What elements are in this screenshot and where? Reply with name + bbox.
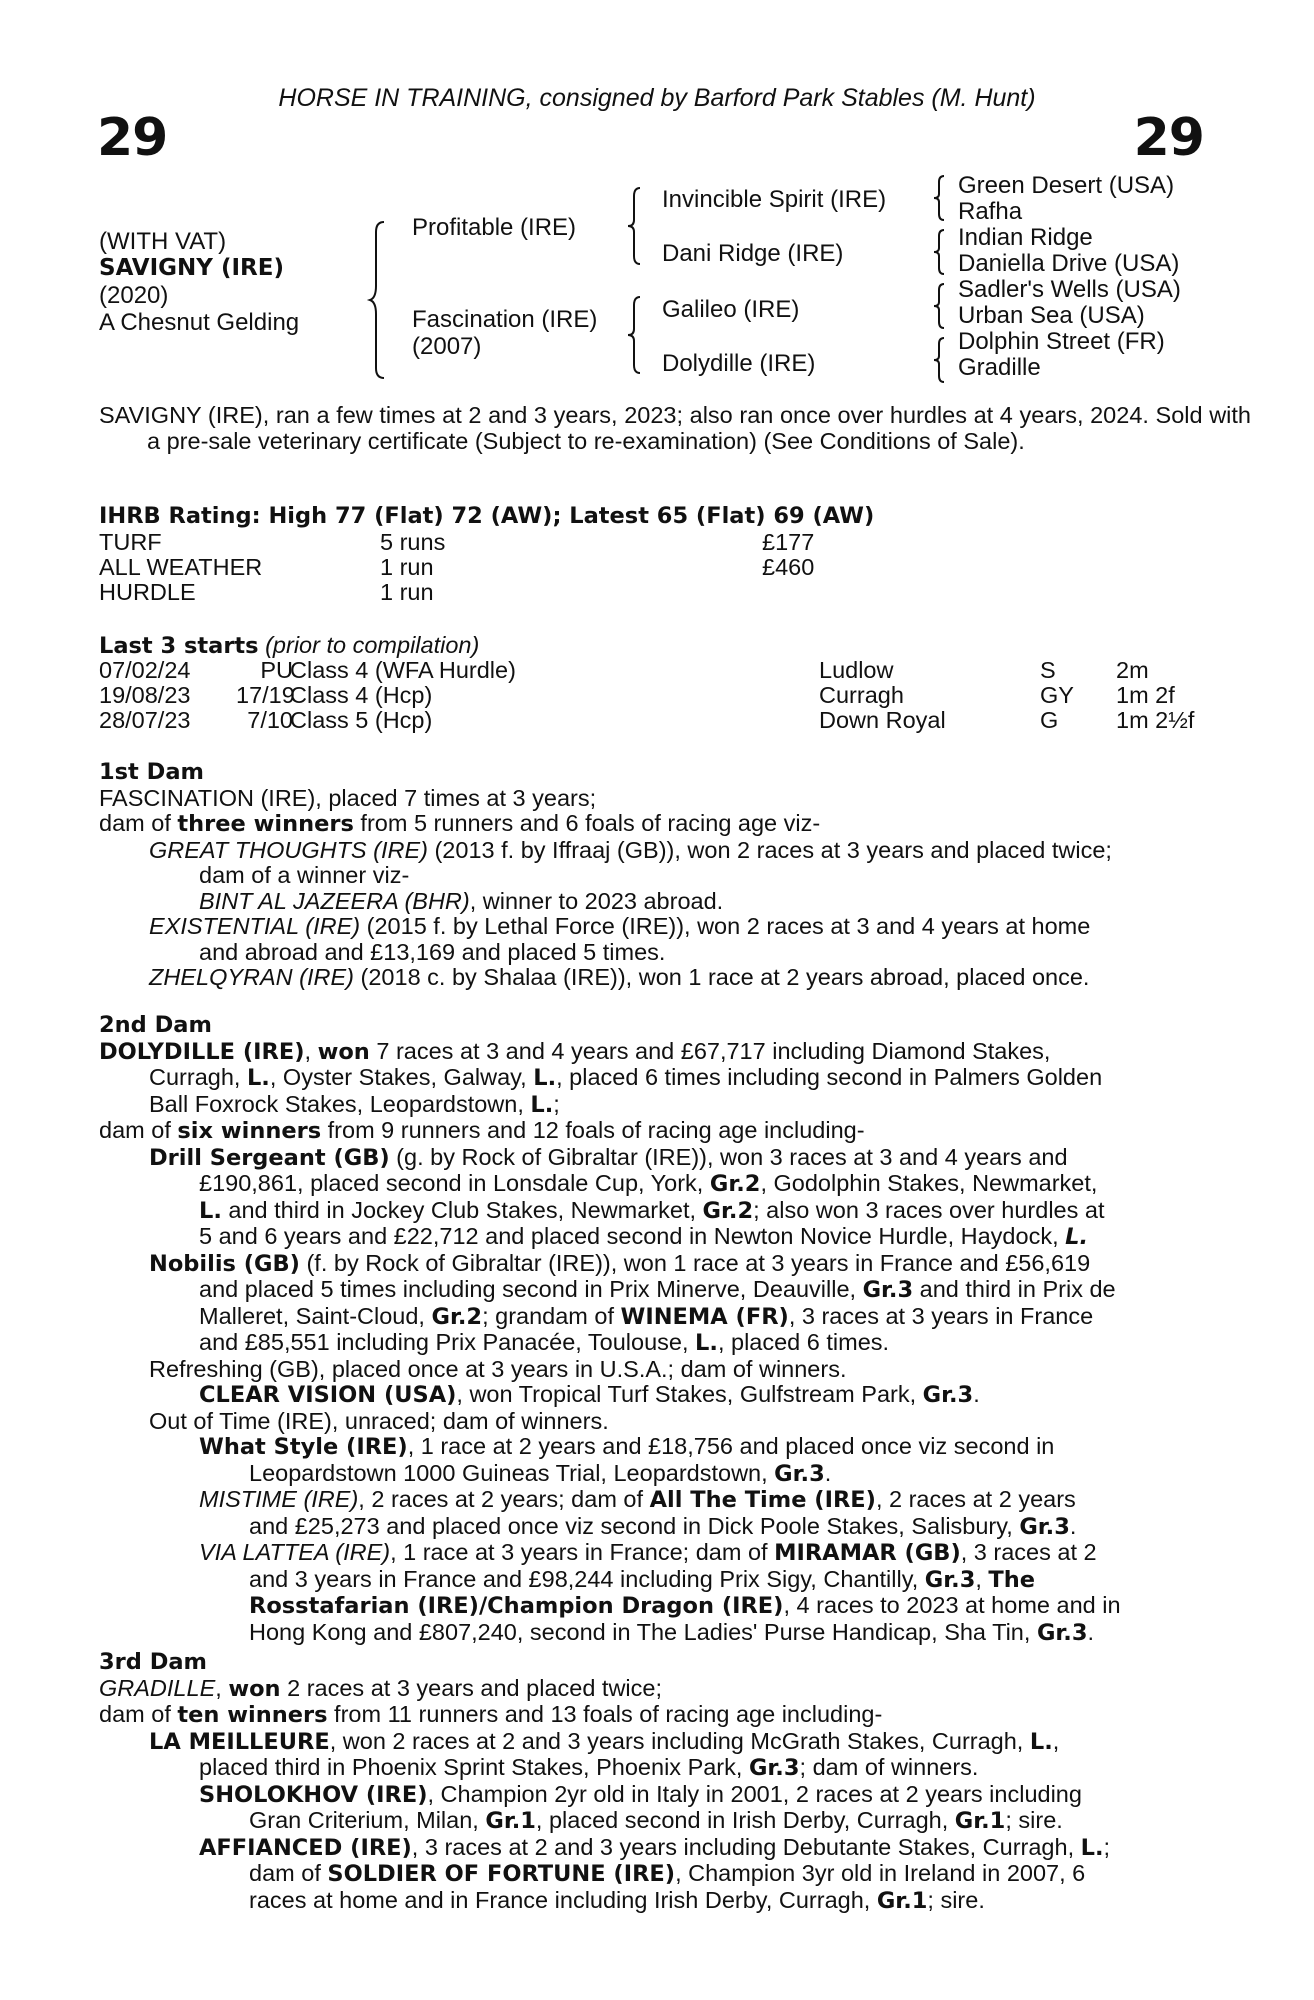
text-fragment: VIA LATTEA (IRE) [199,1539,391,1565]
start-position: PU [260,657,293,683]
brace-gs2 [934,228,948,276]
nobilis-3 [99,1304,1203,1331]
text-fragment: , [304,1037,318,1064]
text-fragment: , 4 races to 2023 at home and in [783,1592,1121,1618]
text-fragment: ; sire. [927,1886,985,1913]
text-fragment: , [975,1565,989,1592]
text-fragment: L. [246,1065,270,1091]
text-fragment: and third in Jockey Club Stakes, Newmarket, [221,1196,703,1223]
text-fragment: Gr.3 [774,1460,825,1487]
text-fragment: . [1087,1618,1095,1645]
text-fragment: , won Tropical Turf Stakes, Gulfstream Park, [456,1381,923,1407]
text-fragment: from 11 runners and 13 foals of racing age including- [327,1701,883,1727]
dolydille-line-1 [99,1039,1203,1066]
rating-prize: £177 [762,529,815,555]
text-fragment: Nobilis (GB) [149,1250,300,1277]
horse-description: A Chesnut Gelding [99,309,300,336]
sholokhov-2 [99,1808,1203,1835]
text-fragment: ; [553,1090,560,1117]
text-fragment: ; [1103,1833,1111,1860]
text-fragment: and £25,273 and placed once viz second in Dick Poole Stakes, Salisbury, [249,1512,1020,1539]
ggs-3: Indian Ridge [958,224,1093,251]
text-fragment: . [1069,1512,1077,1539]
text-fragment: dam of [99,1117,178,1143]
text-fragment: Gr.3 [1036,1619,1088,1646]
start-position: 17/19 [236,682,295,708]
ggs-4: Daniella Drive (USA) [958,250,1180,277]
nobilis-1 [99,1251,1203,1278]
text-fragment: and 3 years in France and £98,244 including Prix Sigy, Chantilly, [249,1565,925,1592]
text-fragment: MIRAMAR (GB) [774,1540,961,1566]
start-race: Class 4 (Hcp) [290,682,433,708]
affianced-2 [99,1861,1203,1888]
sholokhov-1 [99,1782,1203,1809]
text-fragment: , winner to 2023 abroad. [469,887,724,914]
start-date: 28/07/23 [99,707,191,733]
text-fragment: Hong Kong and £807,240, second in The Ladies' Purse Handicap, Sha Tin, [249,1618,1037,1645]
text-fragment: L. [1065,1224,1089,1250]
text-fragment: three winners [177,811,354,837]
text-fragment: (f. by Rock of Gibraltar (IRE)), won 1 race at 3 years in France and £56,619 [299,1249,1091,1276]
start-race: Class 5 (Hcp) [290,707,433,733]
drill-sergeant-2 [99,1171,1203,1198]
text-fragment: and £85,551 including Prix Panacée, Toulouse, [199,1329,696,1355]
text-fragment: , 3 races at 3 years in France [788,1302,1094,1329]
ggs-8: Gradille [958,354,1041,381]
brace-main [370,220,390,380]
text-fragment: , Champion 2yr old in Italy in 2001, 2 races at 2 years including [427,1780,1082,1807]
rating-surface: TURF [99,529,162,555]
starts-heading: Last 3 starts [99,633,259,659]
vat-note: (WITH VAT) [99,228,227,255]
horse-info [99,228,299,336]
brace-sire [628,186,644,266]
text-fragment: Gr.3 [862,1277,914,1303]
text-fragment: from 5 runners and 6 foals of racing age viz- [353,810,821,836]
pedigree-sire-sire: Invincible Spirit (IRE) [662,186,887,213]
mistime-2 [99,1514,1203,1541]
text-fragment: What Style (IRE) [199,1434,408,1460]
text-fragment: dam of [249,1860,328,1886]
gradille-produce [99,1702,1203,1729]
nobilis-2 [99,1277,1203,1304]
brace-dam [628,295,644,375]
what-style-1 [99,1434,1203,1461]
start-going: GY [1040,682,1074,708]
ggs-7: Dolphin Street (FR) [958,328,1165,355]
text-fragment: Gr.1 [485,1808,536,1834]
text-fragment: AFFIANCED (IRE) [199,1834,412,1861]
text-fragment: , 2 races at 2 years [875,1486,1076,1512]
pedigree-dam-dam: Dolydille (IRE) [662,350,816,377]
text-fragment: EXISTENTIAL (IRE) [149,913,361,939]
text-fragment: SHOLOKHOV (IRE) [199,1781,428,1808]
text-fragment: Gr.3 [924,1566,976,1593]
text-fragment: GREAT THOUGHTS (IRE) [149,836,428,863]
text-fragment: , won 2 races at 2 and 3 years including McGrath Stakes, Curragh, [329,1727,1030,1754]
drill-sergeant-1 [99,1145,1203,1172]
drill-sergeant-4 [99,1224,1203,1251]
text-fragment: (2015 f. by Lethal Force (IRE)), won 2 races at 3 and 4 years at home [360,913,1091,939]
text-fragment: £190,861, placed second in Lonsdale Cup, York, [199,1170,710,1196]
start-going: G [1040,707,1059,733]
via-lattea-4 [99,1620,1203,1647]
text-fragment: from 9 runners and 12 foals of racing age including- [321,1117,865,1143]
rating-surface: HURDLE [99,579,196,605]
text-fragment: Leopardstown 1000 Guineas Trial, Leopardstown, [249,1459,775,1486]
third-dam-heading: 3rd Dam [99,1649,207,1675]
start-course: Down Royal [819,707,946,733]
text-fragment: and third in Prix de [913,1276,1116,1302]
rating-runs: 1 run [380,554,434,580]
drill-sergeant-3 [99,1198,1203,1225]
affianced-1 [99,1835,1203,1862]
text-fragment: The [988,1566,1036,1593]
rating-runs: 1 run [380,579,434,605]
start-course: Curragh [819,682,904,708]
text-fragment: , Godolphin Stakes, Newmarket, [760,1170,1098,1196]
text-fragment: Gr.3 [748,1755,800,1781]
text-fragment: six winners [177,1118,322,1144]
start-going: S [1040,657,1056,683]
text-fragment: Drill Sergeant (GB) [149,1144,390,1171]
produce-great-thoughts-cont: dam of a winner viz- [199,862,410,888]
text-fragment: L. [1029,1728,1053,1755]
dolydille-line-3 [99,1092,1203,1119]
produce-bint-al-jazeera [99,889,1203,915]
start-race: Class 4 (WFA Hurdle) [290,657,516,683]
text-fragment: LA MEILLEURE [149,1728,330,1755]
text-fragment: L. [1080,1834,1104,1861]
start-distance: 1m 2f [1116,682,1175,708]
ggs-1: Green Desert (USA) [958,172,1175,199]
mistime-1 [99,1487,1203,1514]
ggs-5: Sadler's Wells (USA) [958,276,1181,303]
text-fragment: 2 races at 3 years and placed twice; [280,1674,663,1701]
horse-name: SAVIGNY (IRE) [99,255,284,281]
text-fragment: Gr.2 [709,1171,761,1197]
text-fragment: and placed 5 times including second in Prix Minerve, Deauville, [199,1276,863,1302]
rating-heading: IHRB Rating: High 77 (Flat) 72 (AW); Latest 65 (Flat) 69 (AW) [99,503,875,529]
second-dam-heading: 2nd Dam [99,1012,212,1038]
produce-zhelqyran [99,965,1203,991]
text-fragment: ; sire. [1005,1807,1063,1833]
start-date: 19/08/23 [99,682,191,708]
text-fragment: , placed 6 times. [717,1329,890,1355]
text-fragment: , 3 races at 2 and 3 years including Debutante Stakes, Curragh, [411,1833,1081,1860]
what-style-2 [99,1461,1203,1488]
text-fragment: 5 and 6 years and £22,712 and placed second in Newton Novice Hurdle, Haydock, [199,1223,1066,1249]
race-summary: SAVIGNY (IRE), ran a few times at 2 and 3 years, 2023; also ran once over hurdles at 4 years, 2024. Sold with a pre-sale veterinary certificate (Subject to re-examination) (See Conditions of Sale). [99,402,1251,454]
out-of-time: Out of Time (IRE), unraced; dam of winners. [149,1407,609,1434]
text-fragment: . [824,1459,832,1486]
rating-surface: ALL WEATHER [99,554,263,580]
rating-runs: 5 runs [380,529,446,555]
text-fragment: Gr.2 [431,1303,483,1330]
via-lattea-2 [99,1567,1203,1594]
text-fragment: dam of [99,1701,178,1727]
text-fragment: won [228,1675,281,1702]
text-fragment: , placed 6 times including second in Palmers Golden [556,1064,1103,1090]
text-fragment: GRADILLE [99,1674,216,1701]
text-fragment: ; also won 3 races over hurdles at [753,1196,1105,1223]
text-fragment: SOLDIER OF FORTUNE (IRE) [327,1861,676,1887]
starts-heading-line [99,632,479,659]
text-fragment: MISTIME (IRE) [199,1486,359,1512]
start-position: 7/10 [247,707,293,733]
produce-great-thoughts [99,838,1203,864]
text-fragment: , 1 race at 3 years in France; dam of [390,1539,775,1565]
text-fragment: ; grandam of [482,1302,621,1329]
produce-existential-cont: and abroad and £13,169 and placed 5 times. [199,938,666,965]
text-fragment: , placed second in Irish Derby, Curragh, [535,1807,955,1833]
first-dam-intro: FASCINATION (IRE), placed 7 times at 3 years; [99,784,597,811]
text-fragment: , 3 races at 2 [960,1539,1097,1565]
text-fragment: , 2 races at 2 years; dam of [358,1486,650,1512]
refreshing: Refreshing (GB), placed once at 3 years in U.S.A.; dam of winners. [149,1355,847,1382]
text-fragment: Curragh, [149,1064,247,1090]
pedigree-dam-sire: Galileo (IRE) [662,296,800,323]
pedigree-dam: Fascination (IRE) [412,306,598,333]
via-lattea-3 [99,1593,1203,1620]
text-fragment: Rosstafarian (IRE)/Champion Dragon (IRE) [249,1593,784,1619]
lot-number-right: 29 [1133,108,1204,168]
text-fragment: L. [695,1330,718,1356]
catalogue-header: HORSE IN TRAINING, consigned by Barford Park Stables (M. Hunt) [278,84,1036,112]
la-meilleure-1 [99,1729,1203,1756]
text-fragment: WINEMA (FR) [620,1303,789,1330]
pedigree-dam-year: (2007) [412,333,482,360]
text-fragment: Ball Foxrock Stakes, Leopardstown, [149,1090,531,1117]
via-lattea-1 [99,1540,1203,1567]
text-fragment: (g. by Rock of Gibraltar (IRE)), won 3 races at 3 and 4 years and [389,1143,1068,1170]
text-fragment: Gr.1 [876,1887,928,1914]
first-dam-heading: 1st Dam [99,759,204,785]
text-fragment: L. [199,1197,222,1224]
text-fragment: , 1 race at 2 years and £18,756 and placed once viz second in [407,1433,1055,1459]
text-fragment: ; dam of winners. [799,1754,979,1780]
produce-existential [99,914,1203,940]
dolydille-line-2 [99,1065,1203,1092]
text-fragment: L. [533,1065,557,1091]
third-dam-section [99,1650,1203,1914]
text-fragment: ten winners [177,1702,328,1728]
text-fragment: , Champion 3yr old in Ireland in 2007, 6 [675,1860,1086,1886]
text-fragment: , [215,1674,229,1701]
start-distance: 1m 2½f [1116,707,1195,733]
brace-gs4 [934,336,948,384]
dolydille-produce [99,1118,1203,1145]
text-fragment: L. [530,1091,554,1118]
brace-gs1 [934,174,948,222]
text-fragment: Gran Criterium, Milan, [249,1807,486,1833]
text-fragment: Malleret, Saint-Cloud, [199,1302,432,1329]
text-fragment: (2013 f. by Iffraaj (GB)), won 2 races at 3 years and placed twice; [427,836,1112,863]
first-dam-produce [99,811,1203,838]
text-fragment: placed third in Phoenix Sprint Stakes, Phoenix Park, [199,1754,749,1780]
text-fragment: , Oyster Stakes, Galway, [269,1064,534,1090]
text-fragment: , [1052,1727,1060,1754]
start-course: Ludlow [819,657,894,683]
second-dam-section [99,1013,1203,1646]
text-fragment: Gr.3 [922,1382,974,1408]
pedigree-sire-dam: Dani Ridge (IRE) [662,240,844,267]
clear-vision [99,1382,1203,1409]
text-fragment: . [973,1381,980,1407]
text-fragment: Gr.2 [702,1197,754,1224]
affianced-3 [99,1888,1203,1915]
ggs-6: Urban Sea (USA) [958,302,1145,329]
text-fragment: 7 races at 3 and 4 years and £67,717 including Diamond Stakes, [369,1037,1051,1064]
pedigree-sire: Profitable (IRE) [412,214,577,241]
rating-prize: £460 [762,554,815,580]
text-fragment: Gr.3 [1019,1513,1070,1540]
nobilis-4 [99,1330,1203,1357]
first-dam-section [99,760,1203,991]
text-fragment: ZHELQYRAN (IRE) [149,964,354,990]
gradille-line-1 [99,1676,1203,1703]
text-fragment: Gr.1 [954,1808,1006,1834]
brace-gs3 [934,282,948,330]
text-fragment: CLEAR VISION (USA) [199,1382,457,1408]
la-meilleure-2 [99,1755,1203,1782]
start-date: 07/02/24 [99,657,191,683]
text-fragment: All The Time (IRE) [649,1487,876,1513]
text-fragment: races at home and in France including Irish Derby, Curragh, [249,1886,877,1913]
text-fragment: dam of [99,810,178,836]
start-distance: 2m [1116,657,1149,683]
ggs-2: Rafha [958,198,1023,225]
text-fragment: DOLYDILLE (IRE) [99,1038,305,1065]
pedigree-gen3-a [958,173,1181,381]
text-fragment: (2018 c. by Shalaa (IRE)), won 1 race at 2 years abroad, placed once. [354,964,1090,990]
lot-number-left: 29 [97,108,168,168]
text-fragment: BINT AL JAZEERA (BHR) [199,887,470,914]
starts-note: (prior to compilation) [265,632,480,658]
foaling-year: (2020) [99,282,169,309]
text-fragment: won [317,1038,370,1065]
